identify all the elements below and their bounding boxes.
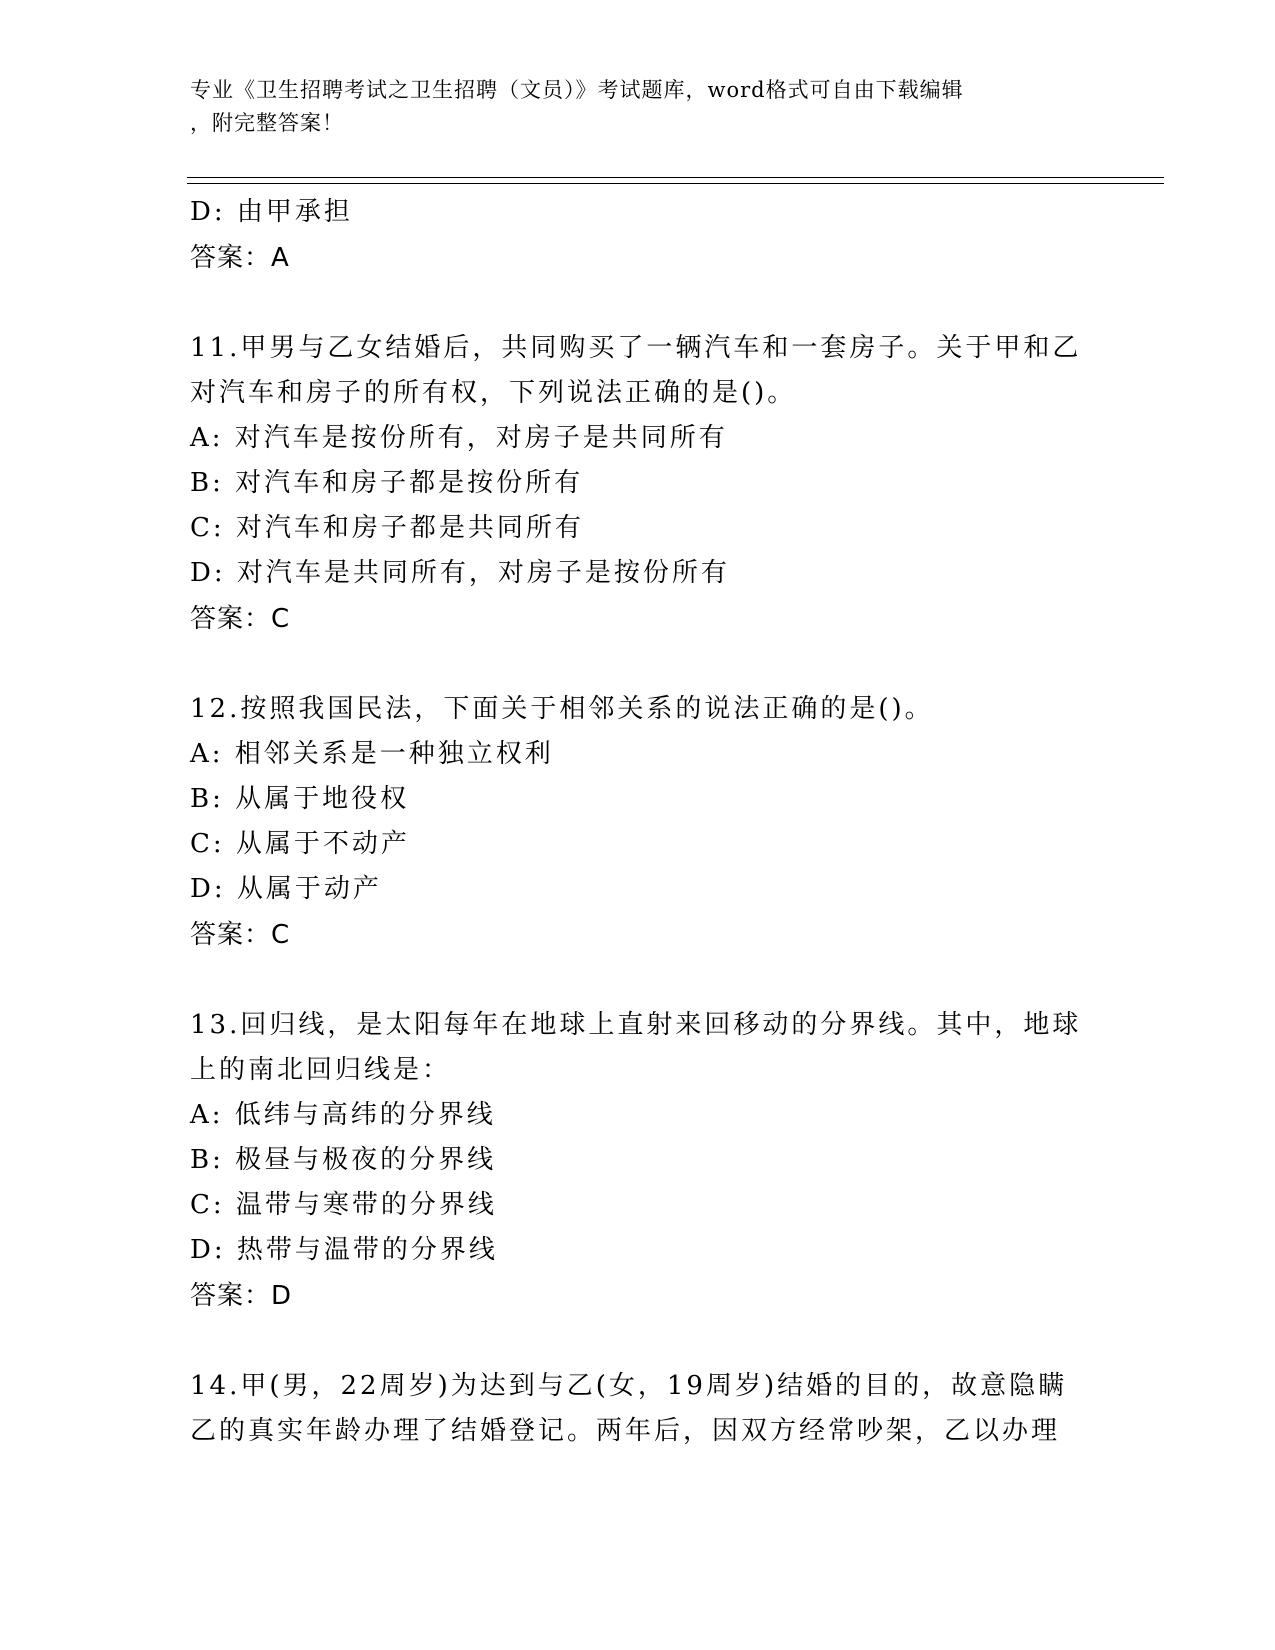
option-a: A: 对汽车是按份所有，对房子是共同所有: [190, 423, 728, 453]
header-line-1: 专业《卫生招聘考试之卫生招聘（文员）》考试题库，word格式可自由下载编辑: [190, 78, 964, 102]
header-divider-bottom: [187, 183, 1164, 184]
previous-question-tail: [190, 190, 1090, 281]
option-d: D: 热带与温带的分界线: [190, 1235, 498, 1265]
question-11: [190, 326, 1090, 642]
option-c: C: 对汽车和房子都是共同所有: [190, 513, 584, 543]
option-b: B: 从属于地役权: [190, 784, 410, 814]
option-d: D: 对汽车是共同所有，对房子是按份所有: [190, 558, 730, 588]
page-header: [190, 74, 1090, 140]
header-line-2: ，附完整答案！: [190, 111, 344, 135]
option-a: A: 低纬与高纬的分界线: [190, 1100, 496, 1130]
question-stem: 乙的真实年龄办理了结婚登记。两年后，因双方经常吵架，乙以办理: [190, 1416, 1061, 1446]
header-divider-top: [187, 177, 1164, 178]
question-stem: 11.甲男与乙女结婚后，共同购买了一辆汽车和一套房子。关于甲和乙: [190, 333, 1082, 363]
answer-line: 答案：C: [190, 604, 291, 634]
option-c: C: 从属于不动产: [190, 829, 410, 859]
option-d: D: 由甲承担: [190, 197, 353, 227]
option-d: D: 从属于动产: [190, 874, 382, 904]
option-b: B: 对汽车和房子都是按份所有: [190, 468, 584, 498]
answer-line: 答案：A: [190, 243, 290, 273]
question-13: [190, 1003, 1090, 1319]
question-14: [190, 1364, 1090, 1454]
answer-line: 答案：D: [190, 1281, 293, 1311]
option-b: B: 极昼与极夜的分界线: [190, 1145, 497, 1175]
option-a: A: 相邻关系是一种独立权利: [190, 739, 554, 769]
question-stem: 上的南北回归线是：: [190, 1055, 452, 1085]
option-c: C: 温带与寒带的分界线: [190, 1190, 497, 1220]
question-list: [190, 190, 1090, 1454]
answer-line: 答案：C: [190, 920, 291, 950]
question-stem: 对汽车和房子的所有权，下列说法正确的是()。: [190, 378, 797, 408]
question-stem: 13.回归线，是太阳每年在地球上直射来回移动的分界线。其中，地球: [190, 1010, 1082, 1040]
question-stem: 14.甲(男，22周岁)为达到与乙(女，19周岁)结婚的目的，故意隐瞒: [190, 1371, 1068, 1401]
question-12: [190, 687, 1090, 958]
question-stem: 12.按照我国民法，下面关于相邻关系的说法正确的是()。: [190, 694, 934, 724]
